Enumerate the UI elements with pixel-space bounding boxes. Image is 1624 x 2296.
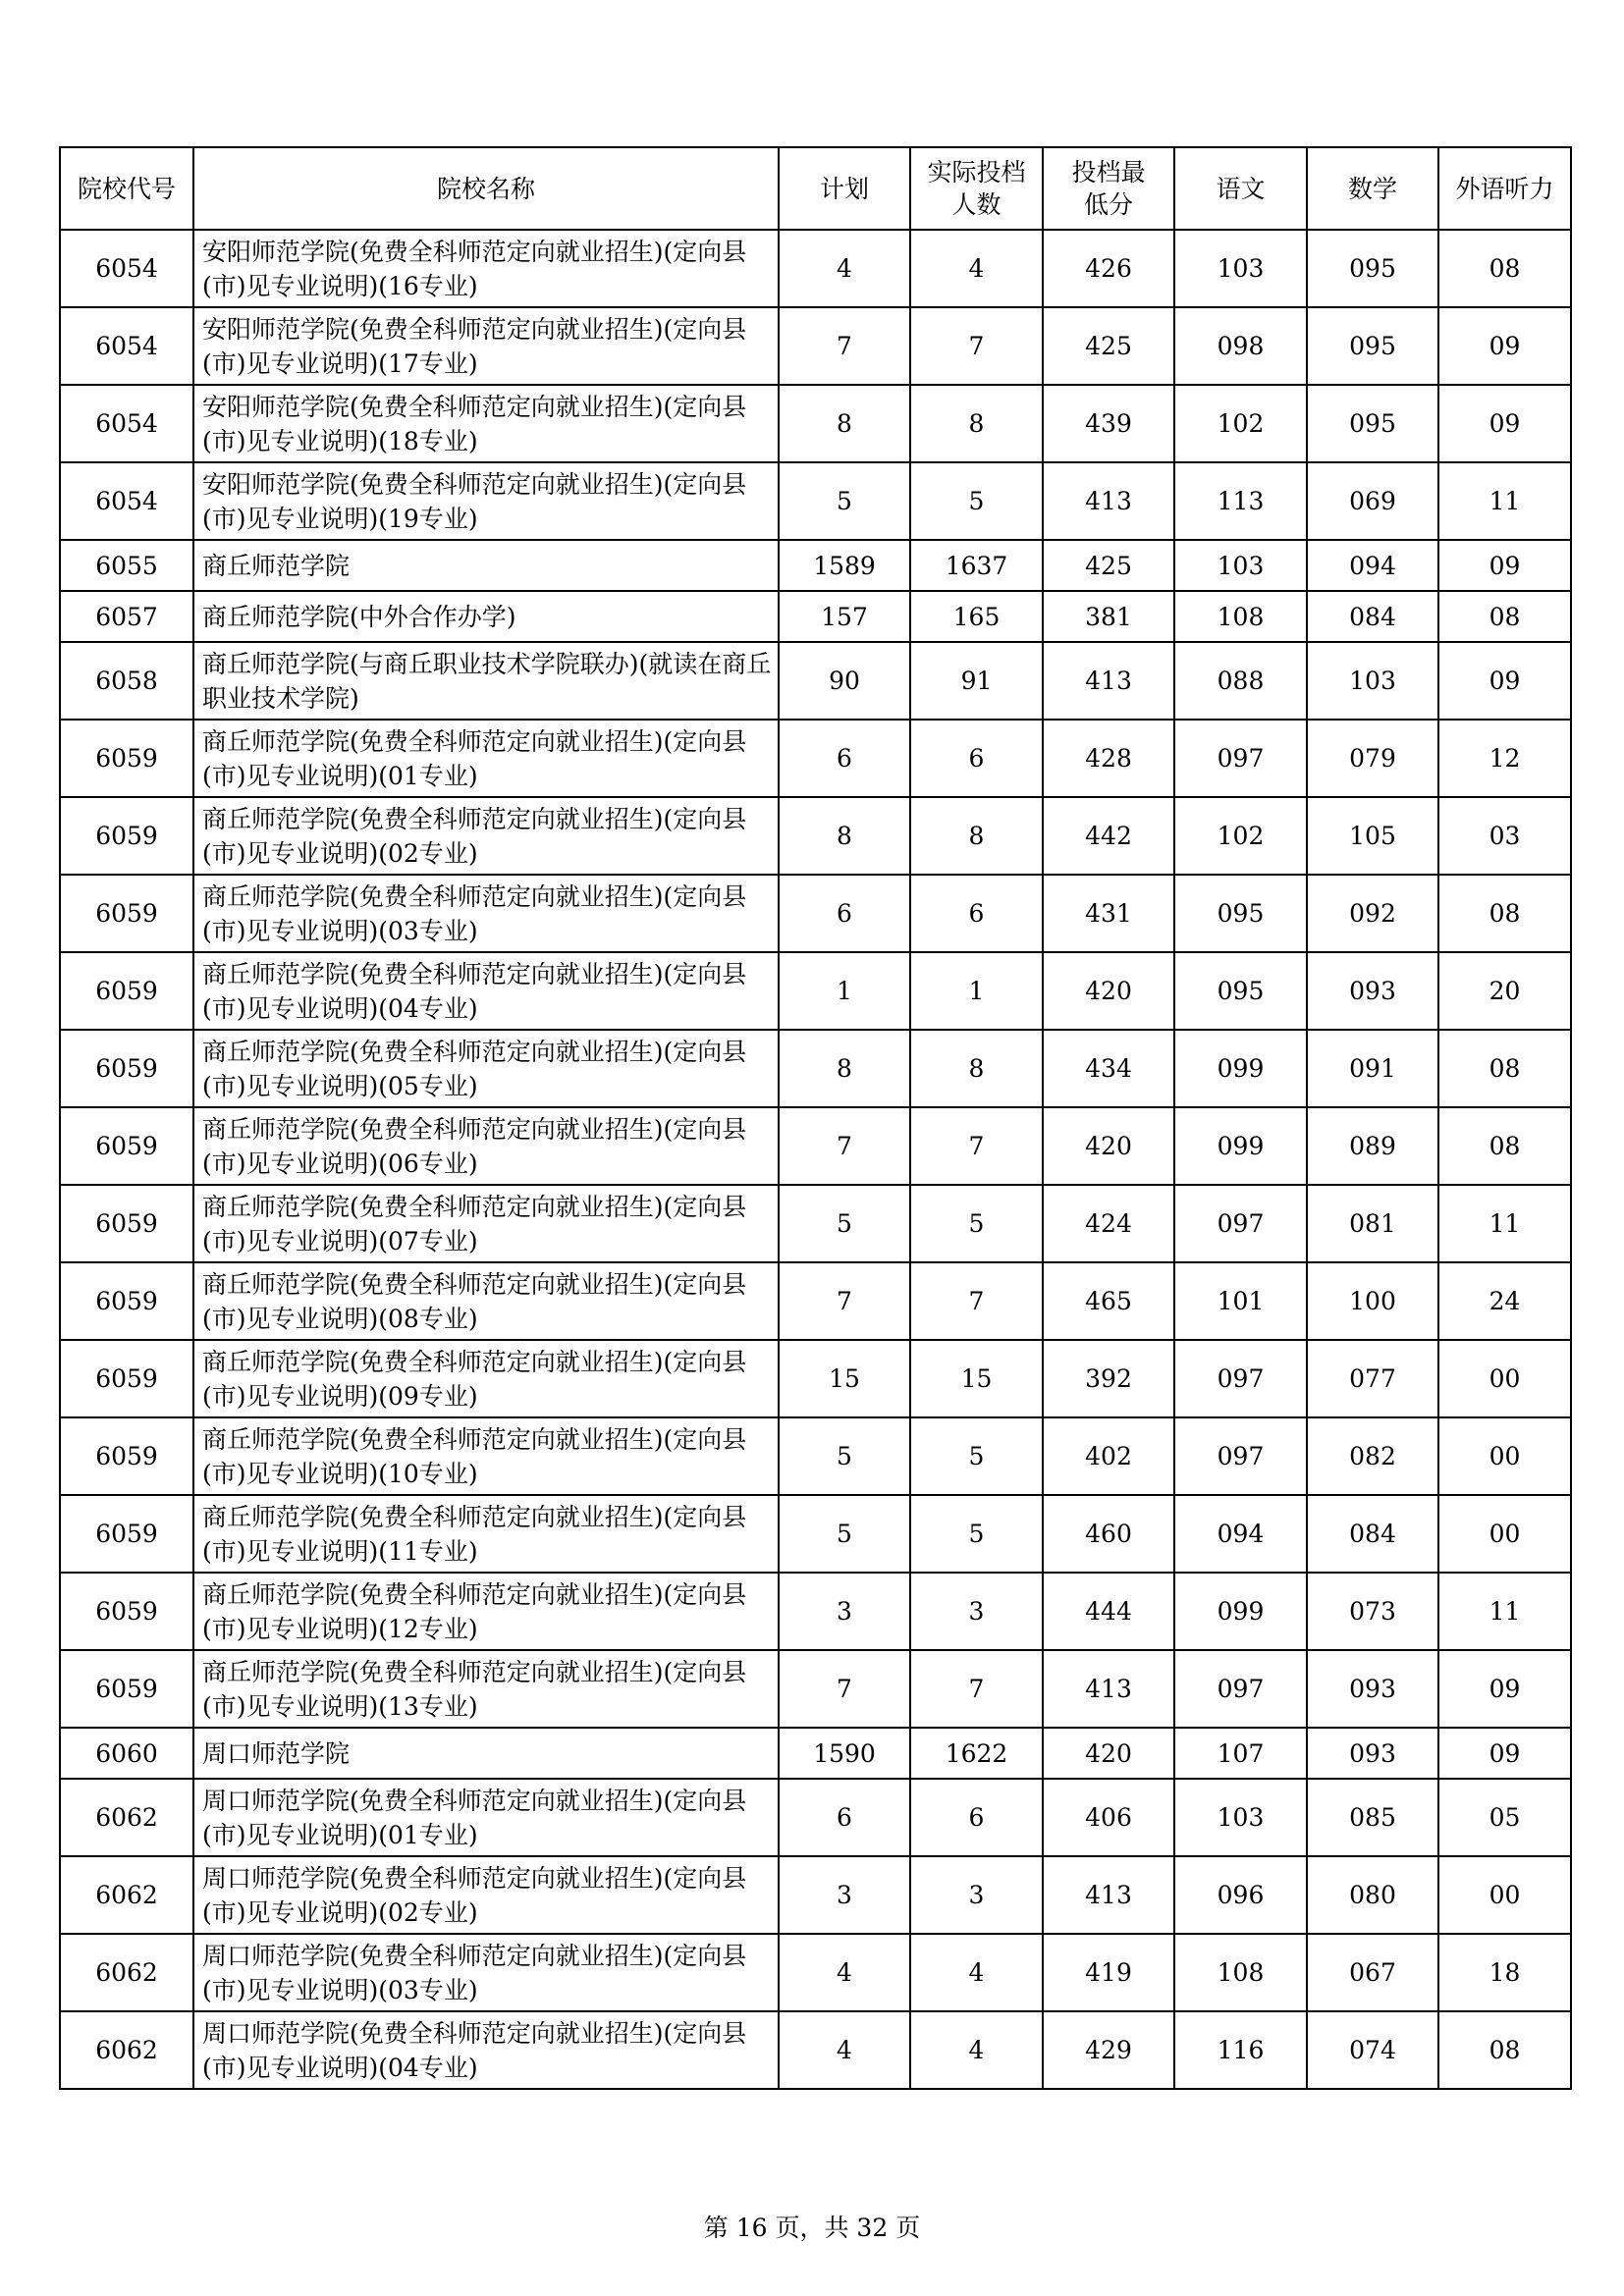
cell-name: 商丘师范学院(免费全科师范定向就业招生)(定向县(市)见专业说明)(03专业): [193, 875, 779, 952]
cell-name: 安阳师范学院(免费全科师范定向就业招生)(定向县(市)见专业说明)(18专业): [193, 385, 779, 462]
cell-math: 093: [1307, 1728, 1438, 1779]
cell-min-score: 420: [1043, 952, 1174, 1030]
cell-min-score: 402: [1043, 1417, 1174, 1495]
cell-min-score: 425: [1043, 540, 1174, 591]
cell-name: 周口师范学院(免费全科师范定向就业招生)(定向县(市)见专业说明)(04专业): [193, 2011, 779, 2089]
table-row: [60, 1185, 1571, 1262]
cell-min-score: 442: [1043, 797, 1174, 875]
cell-chinese: 098: [1174, 307, 1307, 385]
cell-chinese: 108: [1174, 591, 1307, 642]
cell-math: 095: [1307, 307, 1438, 385]
cell-plan: 8: [779, 385, 910, 462]
cell-min-score: 381: [1043, 591, 1174, 642]
cell-math: 081: [1307, 1185, 1438, 1262]
cell-code: 6059: [60, 1417, 193, 1495]
cell-chinese: 103: [1174, 1779, 1307, 1856]
header-math: 数学: [1307, 147, 1438, 230]
cell-listening: 11: [1438, 462, 1571, 540]
header-listening: 外语听力: [1438, 147, 1571, 230]
cell-math: 084: [1307, 591, 1438, 642]
cell-code: 6059: [60, 720, 193, 797]
table-row: [60, 952, 1571, 1030]
cell-plan: 5: [779, 462, 910, 540]
cell-min-score: 419: [1043, 1934, 1174, 2011]
cell-listening: 08: [1438, 1030, 1571, 1107]
cell-math: 067: [1307, 1934, 1438, 2011]
cell-listening: 08: [1438, 875, 1571, 952]
cell-actual: 165: [910, 591, 1043, 642]
cell-chinese: 097: [1174, 1417, 1307, 1495]
table-row: [60, 1262, 1571, 1340]
cell-actual: 5: [910, 1185, 1043, 1262]
table-row: [60, 1417, 1571, 1495]
cell-plan: 90: [779, 642, 910, 720]
cell-plan: 1: [779, 952, 910, 1030]
table-row: [60, 875, 1571, 952]
cell-math: 079: [1307, 720, 1438, 797]
cell-name: 安阳师范学院(免费全科师范定向就业招生)(定向县(市)见专业说明)(17专业): [193, 307, 779, 385]
cell-listening: 09: [1438, 540, 1571, 591]
cell-math: 082: [1307, 1417, 1438, 1495]
cell-actual: 4: [910, 1934, 1043, 2011]
header-min-score-text: 投档最低分: [1071, 158, 1146, 219]
cell-chinese: 097: [1174, 1185, 1307, 1262]
cell-code: 6059: [60, 1650, 193, 1728]
cell-actual: 1637: [910, 540, 1043, 591]
cell-plan: 6: [779, 875, 910, 952]
table-row: [60, 1340, 1571, 1417]
header-min-score: [1043, 147, 1174, 230]
cell-chinese: 103: [1174, 230, 1307, 307]
cell-code: 6059: [60, 952, 193, 1030]
cell-plan: 7: [779, 307, 910, 385]
table-body: [60, 230, 1571, 2089]
cell-chinese: 097: [1174, 1340, 1307, 1417]
cell-chinese: 099: [1174, 1030, 1307, 1107]
cell-listening: 09: [1438, 385, 1571, 462]
cell-code: 6059: [60, 1495, 193, 1573]
cell-code: 6059: [60, 875, 193, 952]
cell-math: 084: [1307, 1495, 1438, 1573]
cell-min-score: 425: [1043, 307, 1174, 385]
cell-actual: 5: [910, 462, 1043, 540]
cell-name: 商丘师范学院(免费全科师范定向就业招生)(定向县(市)见专业说明)(07专业): [193, 1185, 779, 1262]
cell-listening: 09: [1438, 1728, 1571, 1779]
table-row: [60, 2011, 1571, 2089]
cell-min-score: 413: [1043, 462, 1174, 540]
cell-name: 商丘师范学院(免费全科师范定向就业招生)(定向县(市)见专业说明)(12专业): [193, 1573, 779, 1650]
header-row: [60, 147, 1571, 230]
cell-actual: 8: [910, 797, 1043, 875]
cell-min-score: 420: [1043, 1728, 1174, 1779]
cell-min-score: 460: [1043, 1495, 1174, 1573]
admission-table: [59, 146, 1572, 2090]
cell-chinese: 096: [1174, 1856, 1307, 1934]
cell-name: 商丘师范学院: [193, 540, 779, 591]
cell-name: 商丘师范学院(与商丘职业技术学院联办)(就读在商丘职业技术学院): [193, 642, 779, 720]
cell-min-score: 424: [1043, 1185, 1174, 1262]
cell-chinese: 097: [1174, 1650, 1307, 1728]
cell-math: 080: [1307, 1856, 1438, 1934]
cell-chinese: 099: [1174, 1107, 1307, 1185]
cell-math: 105: [1307, 797, 1438, 875]
cell-name: 商丘师范学院(免费全科师范定向就业招生)(定向县(市)见专业说明)(11专业): [193, 1495, 779, 1573]
cell-min-score: 439: [1043, 385, 1174, 462]
cell-listening: 18: [1438, 1934, 1571, 2011]
table-row: [60, 307, 1571, 385]
cell-min-score: 413: [1043, 1650, 1174, 1728]
cell-min-score: 431: [1043, 875, 1174, 952]
cell-chinese: 113: [1174, 462, 1307, 540]
cell-code: 6059: [60, 1262, 193, 1340]
cell-name: 商丘师范学院(免费全科师范定向就业招生)(定向县(市)见专业说明)(02专业): [193, 797, 779, 875]
cell-math: 095: [1307, 385, 1438, 462]
cell-code: 6058: [60, 642, 193, 720]
cell-plan: 8: [779, 797, 910, 875]
cell-code: 6060: [60, 1728, 193, 1779]
cell-plan: 4: [779, 230, 910, 307]
cell-min-score: 420: [1043, 1107, 1174, 1185]
cell-actual: 5: [910, 1417, 1043, 1495]
cell-min-score: 392: [1043, 1340, 1174, 1417]
header-chinese: 语文: [1174, 147, 1307, 230]
cell-code: 6062: [60, 1779, 193, 1856]
table-row: [60, 1779, 1571, 1856]
cell-plan: 1589: [779, 540, 910, 591]
cell-listening: 11: [1438, 1185, 1571, 1262]
cell-listening: 09: [1438, 307, 1571, 385]
table-row: [60, 1934, 1571, 2011]
table-row: [60, 540, 1571, 591]
cell-chinese: 097: [1174, 720, 1307, 797]
cell-code: 6059: [60, 1185, 193, 1262]
cell-code: 6054: [60, 307, 193, 385]
cell-listening: 00: [1438, 1856, 1571, 1934]
cell-name: 商丘师范学院(免费全科师范定向就业招生)(定向县(市)见专业说明)(13专业): [193, 1650, 779, 1728]
cell-plan: 5: [779, 1185, 910, 1262]
header-code: 院校代号: [60, 147, 193, 230]
table-row: [60, 385, 1571, 462]
table-row: [60, 1856, 1571, 1934]
cell-name: 安阳师范学院(免费全科师范定向就业招生)(定向县(市)见专业说明)(16专业): [193, 230, 779, 307]
table-row: [60, 797, 1571, 875]
header-actual-text: 实际投档人数: [927, 158, 1026, 219]
cell-code: 6059: [60, 1573, 193, 1650]
cell-code: 6054: [60, 462, 193, 540]
cell-chinese: 095: [1174, 952, 1307, 1030]
cell-actual: 8: [910, 385, 1043, 462]
cell-code: 6062: [60, 1856, 193, 1934]
cell-listening: 08: [1438, 2011, 1571, 2089]
table-row: [60, 642, 1571, 720]
cell-code: 6059: [60, 797, 193, 875]
cell-code: 6057: [60, 591, 193, 642]
cell-chinese: 108: [1174, 1934, 1307, 2011]
table-row: [60, 1573, 1571, 1650]
cell-name: 商丘师范学院(免费全科师范定向就业招生)(定向县(市)见专业说明)(05专业): [193, 1030, 779, 1107]
table-row: [60, 1030, 1571, 1107]
cell-chinese: 103: [1174, 540, 1307, 591]
cell-listening: 12: [1438, 720, 1571, 797]
cell-actual: 7: [910, 1262, 1043, 1340]
cell-min-score: 444: [1043, 1573, 1174, 1650]
cell-math: 089: [1307, 1107, 1438, 1185]
cell-math: 103: [1307, 642, 1438, 720]
cell-code: 6059: [60, 1107, 193, 1185]
cell-plan: 8: [779, 1030, 910, 1107]
cell-min-score: 413: [1043, 642, 1174, 720]
cell-listening: 03: [1438, 797, 1571, 875]
cell-chinese: 101: [1174, 1262, 1307, 1340]
cell-listening: 11: [1438, 1573, 1571, 1650]
table-row: [60, 720, 1571, 797]
cell-math: 093: [1307, 1650, 1438, 1728]
cell-plan: 7: [779, 1650, 910, 1728]
cell-actual: 6: [910, 1779, 1043, 1856]
cell-actual: 6: [910, 720, 1043, 797]
cell-min-score: 426: [1043, 230, 1174, 307]
cell-min-score: 434: [1043, 1030, 1174, 1107]
cell-actual: 91: [910, 642, 1043, 720]
cell-actual: 7: [910, 307, 1043, 385]
cell-code: 6055: [60, 540, 193, 591]
cell-plan: 5: [779, 1495, 910, 1573]
cell-name: 商丘师范学院(免费全科师范定向就业招生)(定向县(市)见专业说明)(10专业): [193, 1417, 779, 1495]
cell-code: 6062: [60, 2011, 193, 2089]
cell-math: 074: [1307, 2011, 1438, 2089]
cell-name: 商丘师范学院(免费全科师范定向就业招生)(定向县(市)见专业说明)(08专业): [193, 1262, 779, 1340]
cell-math: 092: [1307, 875, 1438, 952]
cell-listening: 24: [1438, 1262, 1571, 1340]
cell-listening: 09: [1438, 642, 1571, 720]
table-row: [60, 462, 1571, 540]
cell-plan: 1590: [779, 1728, 910, 1779]
cell-code: 6062: [60, 1934, 193, 2011]
cell-listening: 05: [1438, 1779, 1571, 1856]
cell-listening: 20: [1438, 952, 1571, 1030]
cell-code: 6054: [60, 230, 193, 307]
cell-actual: 4: [910, 2011, 1043, 2089]
cell-listening: 00: [1438, 1495, 1571, 1573]
cell-actual: 4: [910, 230, 1043, 307]
cell-actual: 5: [910, 1495, 1043, 1573]
cell-actual: 1: [910, 952, 1043, 1030]
cell-math: 085: [1307, 1779, 1438, 1856]
cell-plan: 3: [779, 1856, 910, 1934]
cell-min-score: 429: [1043, 2011, 1174, 2089]
cell-code: 6054: [60, 385, 193, 462]
cell-chinese: 099: [1174, 1573, 1307, 1650]
cell-plan: 4: [779, 1934, 910, 2011]
cell-code: 6059: [60, 1030, 193, 1107]
cell-min-score: 428: [1043, 720, 1174, 797]
cell-plan: 15: [779, 1340, 910, 1417]
cell-plan: 7: [779, 1262, 910, 1340]
cell-name: 周口师范学院: [193, 1728, 779, 1779]
cell-name: 周口师范学院(免费全科师范定向就业招生)(定向县(市)见专业说明)(03专业): [193, 1934, 779, 2011]
cell-listening: 00: [1438, 1340, 1571, 1417]
cell-actual: 3: [910, 1573, 1043, 1650]
cell-chinese: 116: [1174, 2011, 1307, 2089]
cell-chinese: 088: [1174, 642, 1307, 720]
cell-name: 周口师范学院(免费全科师范定向就业招生)(定向县(市)见专业说明)(02专业): [193, 1856, 779, 1934]
cell-min-score: 413: [1043, 1856, 1174, 1934]
cell-math: 077: [1307, 1340, 1438, 1417]
page-number: 第 16 页，共 32 页: [703, 2214, 921, 2242]
cell-plan: 3: [779, 1573, 910, 1650]
cell-name: 周口师范学院(免费全科师范定向就业招生)(定向县(市)见专业说明)(01专业): [193, 1779, 779, 1856]
cell-chinese: 094: [1174, 1495, 1307, 1573]
table-row: [60, 230, 1571, 307]
table-row: [60, 1728, 1571, 1779]
cell-name: 商丘师范学院(免费全科师范定向就业招生)(定向县(市)见专业说明)(09专业): [193, 1340, 779, 1417]
cell-math: 073: [1307, 1573, 1438, 1650]
cell-listening: 08: [1438, 1107, 1571, 1185]
cell-actual: 15: [910, 1340, 1043, 1417]
table-row: [60, 1495, 1571, 1573]
cell-math: 100: [1307, 1262, 1438, 1340]
cell-actual: 7: [910, 1650, 1043, 1728]
cell-math: 069: [1307, 462, 1438, 540]
cell-name: 安阳师范学院(免费全科师范定向就业招生)(定向县(市)见专业说明)(19专业): [193, 462, 779, 540]
cell-plan: 4: [779, 2011, 910, 2089]
cell-chinese: 102: [1174, 797, 1307, 875]
header-plan: 计划: [779, 147, 910, 230]
cell-name: 商丘师范学院(中外合作办学): [193, 591, 779, 642]
header-actual: [910, 147, 1043, 230]
cell-chinese: 095: [1174, 875, 1307, 952]
cell-listening: 09: [1438, 1650, 1571, 1728]
cell-plan: 6: [779, 720, 910, 797]
table-row: [60, 591, 1571, 642]
cell-actual: 3: [910, 1856, 1043, 1934]
cell-chinese: 102: [1174, 385, 1307, 462]
cell-listening: 00: [1438, 1417, 1571, 1495]
cell-plan: 7: [779, 1107, 910, 1185]
cell-plan: 157: [779, 591, 910, 642]
cell-min-score: 406: [1043, 1779, 1174, 1856]
cell-listening: 08: [1438, 591, 1571, 642]
cell-plan: 5: [779, 1417, 910, 1495]
table-row: [60, 1107, 1571, 1185]
cell-name: 商丘师范学院(免费全科师范定向就业招生)(定向县(市)见专业说明)(06专业): [193, 1107, 779, 1185]
cell-listening: 08: [1438, 230, 1571, 307]
cell-actual: 8: [910, 1030, 1043, 1107]
table-row: [60, 1650, 1571, 1728]
cell-code: 6059: [60, 1340, 193, 1417]
header-name: 院校名称: [193, 147, 779, 230]
cell-math: 094: [1307, 540, 1438, 591]
cell-min-score: 465: [1043, 1262, 1174, 1340]
cell-actual: 6: [910, 875, 1043, 952]
cell-name: 商丘师范学院(免费全科师范定向就业招生)(定向县(市)见专业说明)(01专业): [193, 720, 779, 797]
cell-math: 095: [1307, 230, 1438, 307]
cell-chinese: 107: [1174, 1728, 1307, 1779]
cell-actual: 1622: [910, 1728, 1043, 1779]
cell-plan: 6: [779, 1779, 910, 1856]
cell-actual: 7: [910, 1107, 1043, 1185]
cell-name: 商丘师范学院(免费全科师范定向就业招生)(定向县(市)见专业说明)(04专业): [193, 952, 779, 1030]
cell-math: 091: [1307, 1030, 1438, 1107]
cell-math: 093: [1307, 952, 1438, 1030]
